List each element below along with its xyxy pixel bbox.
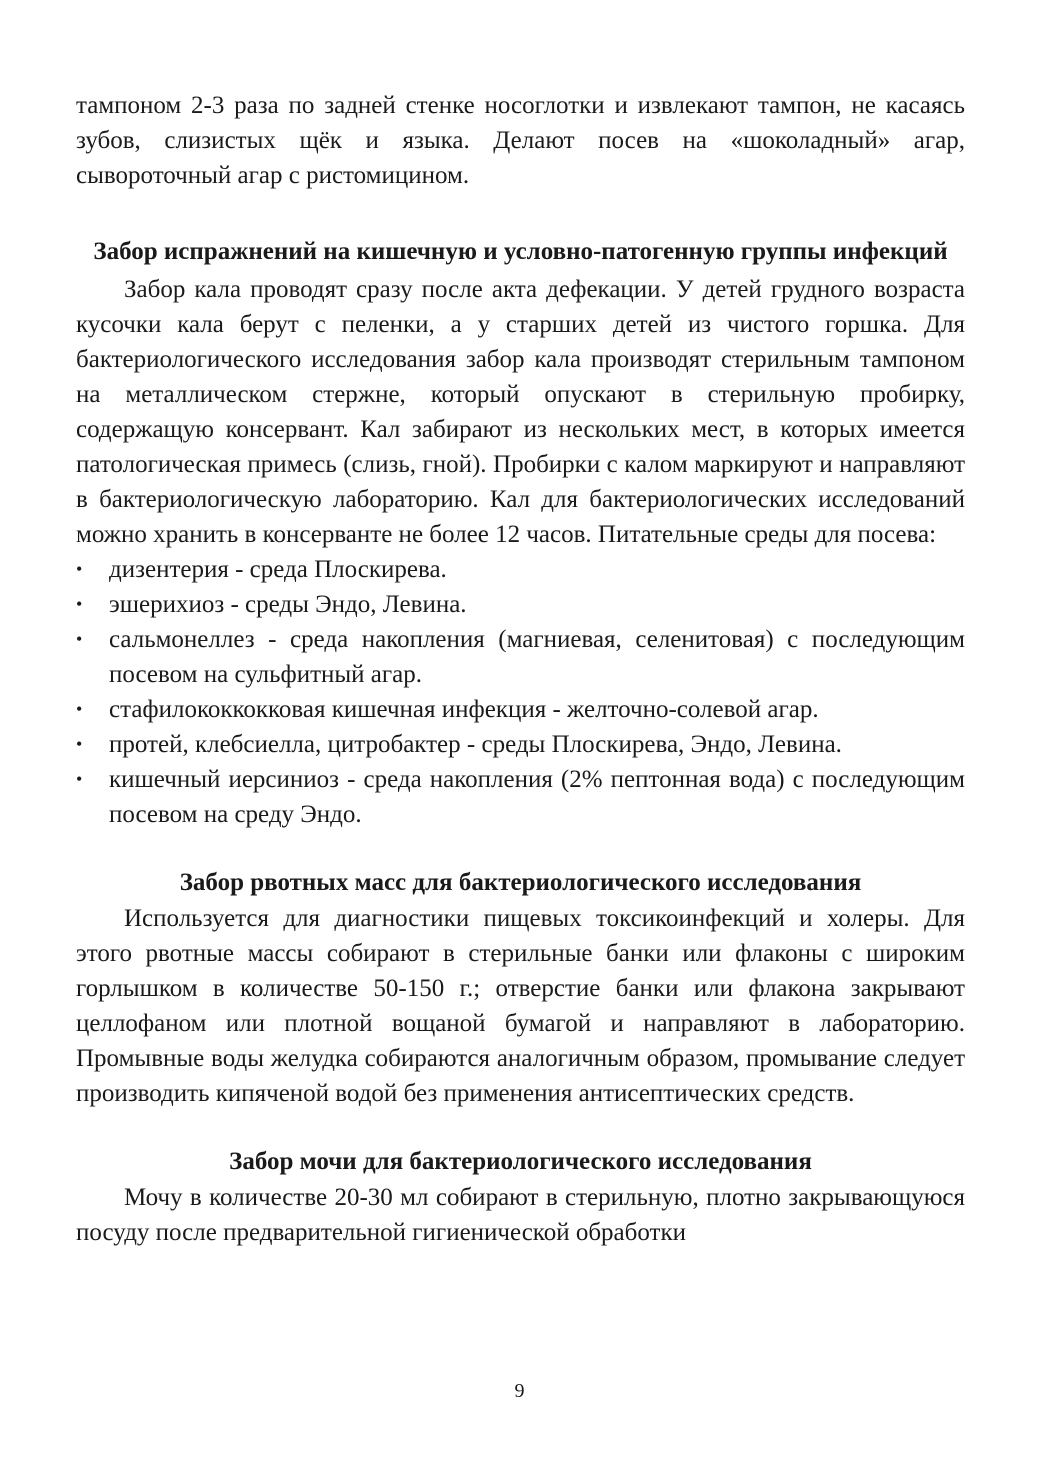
list-item-text: эшерихиоз - среды Эндо, Левина. — [109, 591, 467, 618]
media-list — [76, 552, 965, 832]
list-item — [76, 727, 965, 762]
section-title-stool: Забор испражнений на кишечную и условно-патогенную группы инфекций — [93, 238, 948, 265]
section-paragraph-vomit: Используется для диагностики пищевых токсикоинфекций и холеры. Для этого рвотные массы собирают в стерильные банки или флаконы с широким горлышком в количестве 50-150 г.; отверстие банки или флакона закрывают целлофаном или плотной вощаной бумагой и направляют в лабораторию. Промывные воды желудка собираются аналогичным образом, промывание следует производить кипяченой водой без применения антисептических средств. — [76, 905, 965, 1107]
bullet-icon: • — [76, 594, 83, 614]
section-paragraph-stool: Забор кала проводят сразу после акта дефекации. У детей грудного возраста кусочки кала берут с пеленки, а у старших детей из чистого горшка. Для бактериологического исследования забор кала производят стерильным тампоном на металлическом стержне, который опускают в стерильную пробирку, содержащую консервант. Кал забирают из нескольких мест, в которых имеется патологическая примесь (слизь, гной). Пробирки с калом маркируют и направляют в бактериологическую лабораторию. Кал для бактериологических исследований можно хранить в консерванте не более 12 часов. Питательные среды для посева: — [76, 276, 965, 548]
bullet-icon: • — [76, 629, 83, 649]
bullet-icon: • — [76, 559, 83, 579]
bullet-icon: • — [76, 769, 83, 789]
list-item — [76, 762, 965, 832]
list-item-text: протей, клебсиелла, цитробактер - среды Плоскирева, Эндо, Левина. — [109, 731, 842, 758]
intro-paragraph: тампоном 2-3 раза по задней стенке носоглотки и извлекают тампон, не касаясь зубов, слизистых щёк и языка. Делают посев на «шоколадный» агар, сывороточный агар с ристомицином. — [76, 92, 965, 189]
list-item-text: кишечный иерсиниоз - среда накопления (2% пептонная вода) с последующим посевом на среду Эндо. — [109, 766, 965, 828]
bullet-icon: • — [76, 734, 83, 754]
list-item — [76, 692, 965, 727]
list-item — [76, 552, 965, 587]
list-item-text: дизентерия - среда Плоскирева. — [109, 556, 447, 583]
list-item — [76, 622, 965, 692]
list-item-text: сальмонеллез - среда накопления (магниевая, селенитовая) с последующим посевом на сульфитный агар. — [109, 626, 965, 688]
list-item — [76, 587, 965, 622]
page-number: 9 — [514, 1380, 525, 1402]
bullet-icon: • — [76, 699, 83, 719]
section-title-urine: Забор мочи для бактериологического исследования — [229, 1148, 812, 1175]
list-item-text: стафилококкокковая кишечная инфекция - желточно-солевой агар. — [109, 696, 819, 723]
section-paragraph-urine: Мочу в количестве 20-30 мл собирают в стерильную, плотно закрывающуюся посуду после предварительной гигиенической обработки — [76, 1184, 965, 1246]
section-title-vomit: Забор рвотных масс для бактериологического исследования — [179, 869, 862, 896]
page-content — [76, 88, 965, 1250]
